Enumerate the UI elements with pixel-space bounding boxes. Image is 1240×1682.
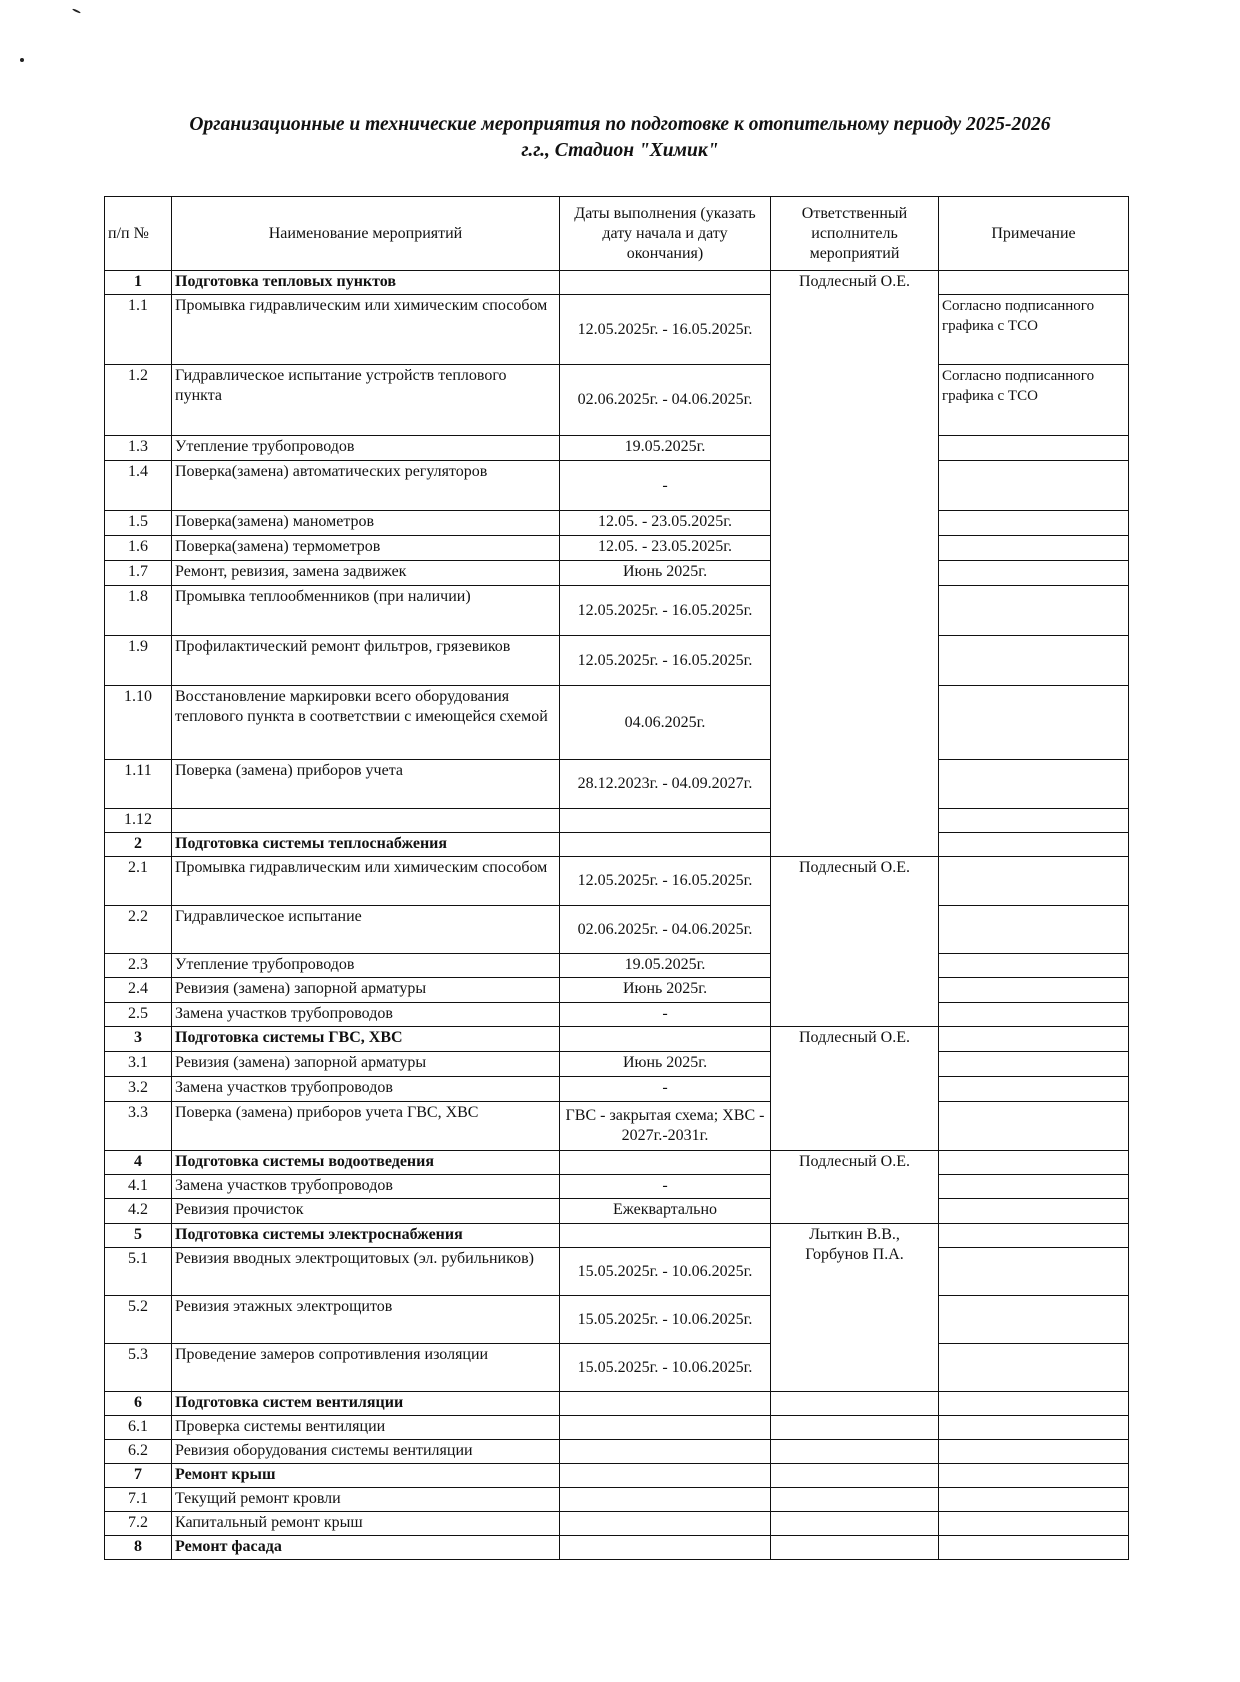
table-row <box>105 536 1129 561</box>
row-note <box>939 1077 1129 1102</box>
row-note <box>939 1248 1129 1296</box>
row-dates: - <box>560 1077 771 1102</box>
row-num: 2.3 <box>105 954 172 978</box>
row-note <box>939 461 1129 511</box>
row-note <box>939 561 1129 586</box>
row-dates: 02.06.2025г. - 04.06.2025г. <box>560 365 771 436</box>
row-note <box>939 1488 1129 1512</box>
row-num: 2.2 <box>105 906 172 954</box>
row-note <box>939 1536 1129 1560</box>
row-num: 7.1 <box>105 1488 172 1512</box>
table-row <box>105 1077 1129 1102</box>
row-num: 1.4 <box>105 461 172 511</box>
row-name: Замена участков трубопроводов <box>172 1175 560 1199</box>
row-dates: 12.05.2025г. - 16.05.2025г. <box>560 295 771 365</box>
row-name: Проведение замеров сопротивления изоляции <box>172 1344 560 1392</box>
activities-table <box>104 196 1129 1560</box>
row-name: Утепление трубопроводов <box>172 436 560 461</box>
row-dates: 15.05.2025г. - 10.06.2025г. <box>560 1248 771 1296</box>
row-note <box>939 833 1129 857</box>
row-name: Ревизия прочисток <box>172 1199 560 1224</box>
row-dates <box>560 1440 771 1464</box>
header-num: п/п № <box>105 197 172 271</box>
responsible-cell-empty <box>771 1440 939 1464</box>
row-name: Ревизия (замена) запорной арматуры <box>172 978 560 1003</box>
row-dates <box>560 1416 771 1440</box>
row-dates <box>560 271 771 295</box>
row-dates <box>560 1536 771 1560</box>
row-dates: - <box>560 1175 771 1199</box>
row-name: Восстановление маркировки всего оборудования теплового пункта в соответствии с имеющейся схемой <box>172 686 560 760</box>
row-dates <box>560 833 771 857</box>
row-num: 3.3 <box>105 1102 172 1151</box>
table-row <box>105 1175 1129 1199</box>
table-row <box>105 1052 1129 1077</box>
row-num: 8 <box>105 1536 172 1560</box>
table-row <box>105 1440 1129 1464</box>
table-row <box>105 511 1129 536</box>
table-row <box>105 1102 1129 1151</box>
table-row <box>105 461 1129 511</box>
row-dates: 12.05.2025г. - 16.05.2025г. <box>560 586 771 636</box>
row-note <box>939 1392 1129 1416</box>
table-row <box>105 1464 1129 1488</box>
row-note: Согласно подписанного графика с ТСО <box>939 365 1129 436</box>
table-row <box>105 365 1129 436</box>
row-num: 1.12 <box>105 809 172 833</box>
row-name: Капитальный ремонт крыш <box>172 1512 560 1536</box>
row-name: Замена участков трубопроводов <box>172 1003 560 1027</box>
title-line-2: г.г., Стадион "Химик" <box>521 140 719 161</box>
row-note <box>939 1224 1129 1248</box>
table-row <box>105 436 1129 461</box>
row-num: 1.2 <box>105 365 172 436</box>
row-name: Текущий ремонт кровли <box>172 1488 560 1512</box>
row-name: Ревизия оборудования системы вентиляции <box>172 1440 560 1464</box>
row-num: 3 <box>105 1027 172 1052</box>
row-dates: Июнь 2025г. <box>560 978 771 1003</box>
row-dates <box>560 1224 771 1248</box>
row-note <box>939 1440 1129 1464</box>
row-num: 4.1 <box>105 1175 172 1199</box>
table-row <box>105 1199 1129 1224</box>
row-note <box>939 906 1129 954</box>
row-num: 1.1 <box>105 295 172 365</box>
row-name: Подготовка системы водоотведения <box>172 1151 560 1175</box>
row-name: Промывка гидравлическим или химическим способом <box>172 857 560 906</box>
row-note <box>939 686 1129 760</box>
table-row <box>105 1392 1129 1416</box>
row-dates: 12.05. - 23.05.2025г. <box>560 511 771 536</box>
row-num: 1.11 <box>105 760 172 809</box>
row-name: Подготовка тепловых пунктов <box>172 271 560 295</box>
row-name: Поверка(замена) манометров <box>172 511 560 536</box>
responsible-name-1: Лыткин В.В., <box>809 1226 900 1243</box>
row-name: Ревизия (замена) запорной арматуры <box>172 1052 560 1077</box>
row-note <box>939 760 1129 809</box>
header-name: Наименование мероприятий <box>172 197 560 271</box>
row-name: Подготовка системы теплоснабжения <box>172 833 560 857</box>
table-row <box>105 906 1129 954</box>
responsible-cell: Подлесный О.Е. <box>771 857 939 1027</box>
table-row <box>105 636 1129 686</box>
row-name: Гидравлическое испытание <box>172 906 560 954</box>
row-name: Гидравлическое испытание устройств теплового пункта <box>172 365 560 436</box>
row-note: Согласно подписанного графика с ТСО <box>939 295 1129 365</box>
responsible-cell-empty <box>771 1392 939 1416</box>
row-note <box>939 1003 1129 1027</box>
row-name: Замена участков трубопроводов <box>172 1077 560 1102</box>
table-row <box>105 760 1129 809</box>
row-dates: 02.06.2025г. - 04.06.2025г. <box>560 906 771 954</box>
row-dates: - <box>560 461 771 511</box>
row-dates <box>560 809 771 833</box>
row-name: Ревизия вводных электрощитовых (эл. рубильников) <box>172 1248 560 1296</box>
row-note <box>939 511 1129 536</box>
row-num: 5.1 <box>105 1248 172 1296</box>
row-num: 7.2 <box>105 1512 172 1536</box>
row-num: 1.9 <box>105 636 172 686</box>
row-dates: 12.05.2025г. - 16.05.2025г. <box>560 636 771 686</box>
row-dates: 15.05.2025г. - 10.06.2025г. <box>560 1344 771 1392</box>
row-dates: Июнь 2025г. <box>560 561 771 586</box>
row-num: 6.1 <box>105 1416 172 1440</box>
row-name: Подготовка систем вентиляции <box>172 1392 560 1416</box>
responsible-cell-empty <box>771 1488 939 1512</box>
row-dates: ГВС - закрытая схема; ХВС - 2027г.-2031г. <box>560 1102 771 1151</box>
row-name: Промывка теплообменников (при наличии) <box>172 586 560 636</box>
table-row <box>105 271 1129 295</box>
row-dates: Ежеквартально <box>560 1199 771 1224</box>
row-note <box>939 1052 1129 1077</box>
table-row <box>105 1151 1129 1175</box>
document-title <box>100 112 1140 164</box>
row-num: 2 <box>105 833 172 857</box>
table-row <box>105 857 1129 906</box>
responsible-cell-empty <box>771 1416 939 1440</box>
header-dates: Даты выполнения (указать дату начала и дату окончания) <box>560 197 771 271</box>
responsible-cell: Подлесный О.Е. <box>771 1151 939 1224</box>
table-row <box>105 1344 1129 1392</box>
row-num: 1.6 <box>105 536 172 561</box>
row-note <box>939 1464 1129 1488</box>
row-note <box>939 1416 1129 1440</box>
row-dates <box>560 1151 771 1175</box>
row-num: 3.2 <box>105 1077 172 1102</box>
row-dates: 15.05.2025г. - 10.06.2025г. <box>560 1296 771 1344</box>
row-note <box>939 809 1129 833</box>
responsible-cell <box>771 1224 939 1392</box>
row-dates: 28.12.2023г. - 04.09.2027г. <box>560 760 771 809</box>
row-note <box>939 1027 1129 1052</box>
row-name <box>172 809 560 833</box>
table-row <box>105 295 1129 365</box>
row-num: 6 <box>105 1392 172 1416</box>
row-note <box>939 857 1129 906</box>
row-num: 6.2 <box>105 1440 172 1464</box>
row-name: Ремонт крыш <box>172 1464 560 1488</box>
row-note <box>939 1151 1129 1175</box>
row-note <box>939 636 1129 686</box>
row-name: Ремонт фасада <box>172 1536 560 1560</box>
row-num: 1.10 <box>105 686 172 760</box>
row-note <box>939 271 1129 295</box>
table-row <box>105 1003 1129 1027</box>
row-num: 4.2 <box>105 1199 172 1224</box>
row-num: 5 <box>105 1224 172 1248</box>
table-row <box>105 1512 1129 1536</box>
row-num: 1.5 <box>105 511 172 536</box>
table-row <box>105 1296 1129 1344</box>
row-name: Поверка (замена) приборов учета <box>172 760 560 809</box>
table-row <box>105 1536 1129 1560</box>
table-row <box>105 1488 1129 1512</box>
scan-speck <box>20 58 24 62</box>
table-row <box>105 809 1129 833</box>
row-num: 2.4 <box>105 978 172 1003</box>
responsible-name-2: Горбунов П.А. <box>805 1246 904 1263</box>
row-note <box>939 1102 1129 1151</box>
row-dates: 19.05.2025г. <box>560 954 771 978</box>
table-header-row <box>105 197 1129 271</box>
row-note <box>939 954 1129 978</box>
responsible-cell-empty <box>771 1464 939 1488</box>
row-name: Подготовка системы ГВС, ХВС <box>172 1027 560 1052</box>
row-dates: 19.05.2025г. <box>560 436 771 461</box>
row-name: Профилактический ремонт фильтров, грязевиков <box>172 636 560 686</box>
table-row <box>105 1224 1129 1248</box>
row-name: Утепление трубопроводов <box>172 954 560 978</box>
row-num: 3.1 <box>105 1052 172 1077</box>
responsible-cell-empty <box>771 1512 939 1536</box>
row-dates: 12.05.2025г. - 16.05.2025г. <box>560 857 771 906</box>
table-row <box>105 1416 1129 1440</box>
row-dates <box>560 1464 771 1488</box>
row-num: 1.3 <box>105 436 172 461</box>
row-num: 5.3 <box>105 1344 172 1392</box>
row-dates <box>560 1392 771 1416</box>
row-name: Промывка гидравлическим или химическим способом <box>172 295 560 365</box>
row-note <box>939 978 1129 1003</box>
row-num: 2.1 <box>105 857 172 906</box>
row-name: Проверка системы вентиляции <box>172 1416 560 1440</box>
responsible-cell: Подлесный О.Е. <box>771 1027 939 1151</box>
table-row <box>105 1027 1129 1052</box>
row-note <box>939 1344 1129 1392</box>
row-dates <box>560 1027 771 1052</box>
row-note <box>939 1199 1129 1224</box>
row-num: 1 <box>105 271 172 295</box>
row-num: 4 <box>105 1151 172 1175</box>
row-dates <box>560 1512 771 1536</box>
row-note <box>939 1175 1129 1199</box>
table-row <box>105 978 1129 1003</box>
row-dates: 04.06.2025г. <box>560 686 771 760</box>
row-note <box>939 536 1129 561</box>
row-num: 2.5 <box>105 1003 172 1027</box>
responsible-cell: Подлесный О.Е. <box>771 271 939 857</box>
table-row <box>105 561 1129 586</box>
row-num: 1.7 <box>105 561 172 586</box>
row-note <box>939 1296 1129 1344</box>
row-note <box>939 586 1129 636</box>
responsible-cell-empty <box>771 1536 939 1560</box>
row-dates: Июнь 2025г. <box>560 1052 771 1077</box>
row-note <box>939 1512 1129 1536</box>
row-name: Поверка(замена) термометров <box>172 536 560 561</box>
table-row <box>105 686 1129 760</box>
table-row <box>105 954 1129 978</box>
row-name: Поверка (замена) приборов учета ГВС, ХВС <box>172 1102 560 1151</box>
row-name: Подготовка системы электроснабжения <box>172 1224 560 1248</box>
table-row <box>105 833 1129 857</box>
row-dates <box>560 1488 771 1512</box>
row-name: Ремонт, ревизия, замена задвижек <box>172 561 560 586</box>
row-dates: - <box>560 1003 771 1027</box>
row-num: 7 <box>105 1464 172 1488</box>
row-name: Поверка(замена) автоматических регуляторов <box>172 461 560 511</box>
scan-speck <box>72 8 81 14</box>
header-note: Примечание <box>939 197 1129 271</box>
row-note <box>939 436 1129 461</box>
header-responsible: Ответственный исполнитель мероприятий <box>771 197 939 271</box>
row-name: Ревизия этажных электрощитов <box>172 1296 560 1344</box>
row-num: 5.2 <box>105 1296 172 1344</box>
row-num: 1.8 <box>105 586 172 636</box>
table-row <box>105 1248 1129 1296</box>
table-row <box>105 586 1129 636</box>
title-line-1: Организационные и технические мероприятия по подготовке к отопительному периоду 2025-2026 <box>189 114 1051 135</box>
row-dates: 12.05. - 23.05.2025г. <box>560 536 771 561</box>
